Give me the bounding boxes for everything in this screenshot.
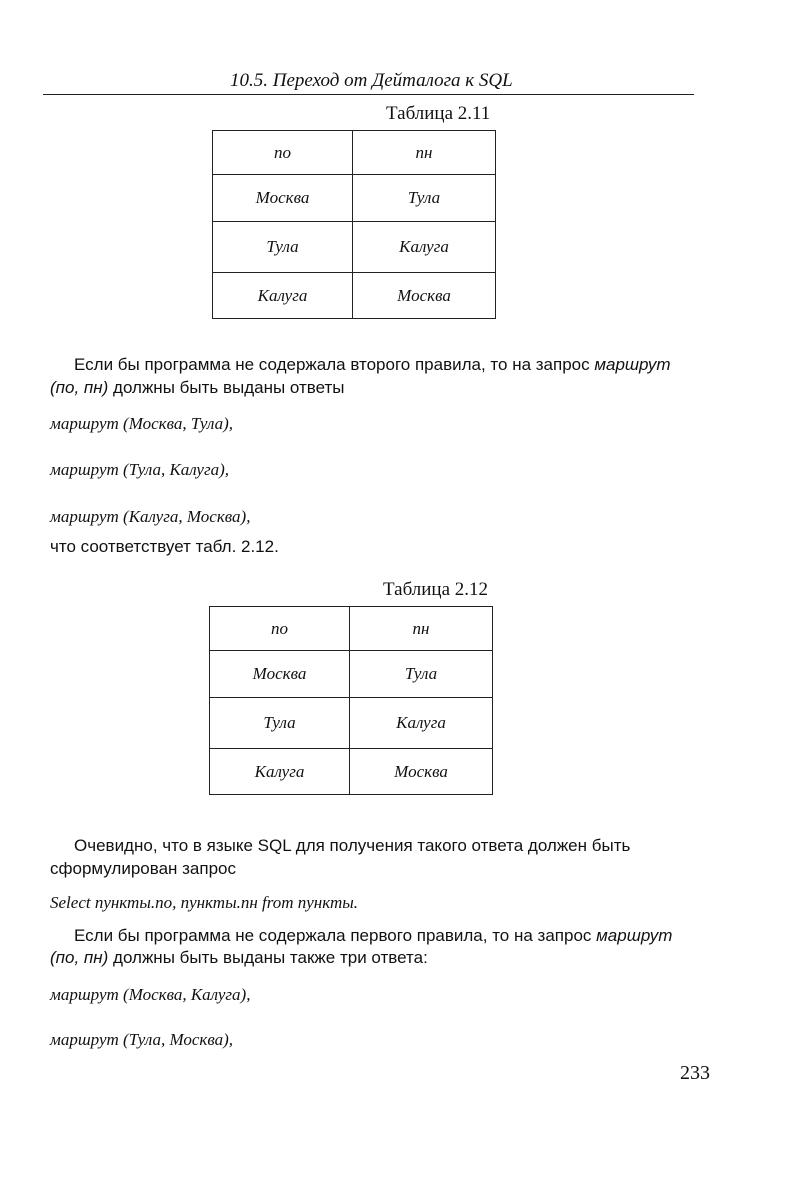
table-cell: Тула: [213, 222, 353, 273]
table-row: [213, 222, 496, 273]
para3-line1: [74, 926, 672, 946]
para3-term: маршрут: [596, 926, 673, 945]
answer-line: маршрут (Москва, Тула),: [50, 414, 234, 433]
table-cell: Калуга: [353, 222, 496, 273]
header-cell-pn: пн: [353, 131, 496, 175]
para1-args: (по, пн): [50, 378, 109, 397]
table-2-11-caption: Таблица 2.11: [386, 103, 491, 124]
para1-text: Если бы программа не содержала второго правила, то на запрос: [74, 355, 590, 374]
table-cell: Тула: [350, 651, 493, 698]
answer-line: маршрут (Калуга, Москва),: [50, 507, 251, 526]
table-cell: Калуга: [213, 273, 353, 319]
table-cell: Москва: [350, 749, 493, 795]
table-row: [213, 175, 496, 222]
header-rule: [43, 94, 694, 95]
header-cell-pn: пн: [350, 607, 493, 651]
table-cell: Тула: [353, 175, 496, 222]
para3-line2: [50, 948, 428, 968]
answer-line: маршрут (Тула, Москва),: [50, 1030, 234, 1049]
answer-line: маршрут (Москва, Калуга),: [50, 985, 251, 1004]
para1-line1: [74, 355, 671, 375]
page-number: 233: [680, 1062, 710, 1084]
para1-term: маршрут: [594, 355, 671, 374]
table-row: [210, 651, 493, 698]
table-cell: Калуга: [210, 749, 350, 795]
answer-line: маршрут (Тула, Калуга),: [50, 460, 230, 479]
table-2-12: [209, 606, 493, 795]
table-row: [210, 698, 493, 749]
table-header-row: [213, 131, 496, 175]
running-header: 10.5. Переход от Дейталога к SQL: [230, 70, 513, 91]
header-cell-po: по: [210, 607, 350, 651]
table-cell: Калуга: [350, 698, 493, 749]
para3-text: должны быть выданы также три ответа:: [108, 948, 428, 967]
table-row: [213, 273, 496, 319]
table-cell: Москва: [210, 651, 350, 698]
table-row: [210, 749, 493, 795]
para3-text: Если бы программа не содержала первого правила, то на запрос: [74, 926, 592, 945]
para1-text: должны быть выданы ответы: [108, 378, 345, 397]
header-cell-po: по: [213, 131, 353, 175]
sql-query: Select пункты.по, пункты.пн from пункты.: [50, 893, 358, 912]
para2-line2: сформулирован запрос: [50, 859, 236, 878]
table-header-row: [210, 607, 493, 651]
para1-line2: [50, 378, 345, 398]
table-cell: Тула: [210, 698, 350, 749]
para2-line1: Очевидно, что в языке SQL для получения такого ответа должен быть: [74, 836, 631, 855]
para3-args: (по, пн): [50, 948, 109, 967]
table-2-11: [212, 130, 496, 319]
table-cell: Москва: [213, 175, 353, 222]
table-cell: Москва: [353, 273, 496, 319]
table-reference-line: что соответствует табл. 2.12.: [50, 537, 279, 556]
table-2-12-caption: Таблица 2.12: [383, 579, 489, 600]
